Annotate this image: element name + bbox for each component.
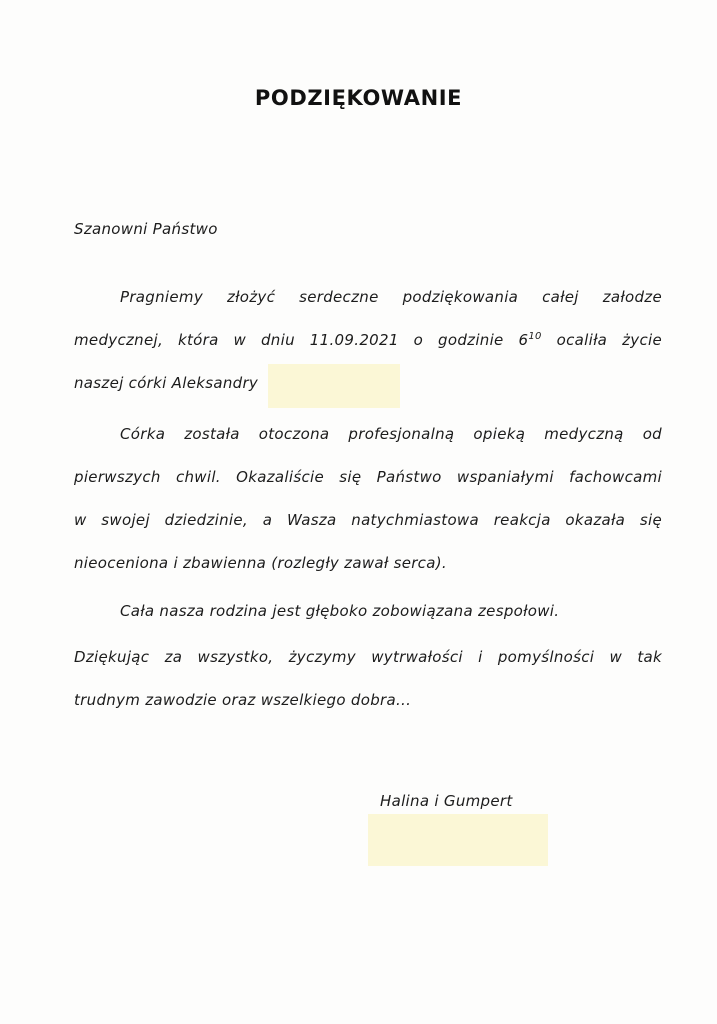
paragraph-wishes-line-2: trudnym zawodzie oraz wszelkiego dobra... (74, 691, 412, 709)
paragraph-thanks-line-3: naszej córki Aleksandry (74, 374, 259, 392)
greeting: Szanowni Państwo (74, 220, 218, 238)
paragraph-wishes (74, 636, 662, 722)
date-time-text: medycznej, która w dniu 11.09.2021 o godzinie 6 (74, 331, 529, 349)
paragraph-wishes-line-1: Dziękując za wszystko, życzymy wytrwałości i pomyślności w tak (74, 648, 662, 666)
time-minutes-superscript: 10 (528, 331, 542, 342)
paragraph-thanks-line-2 (74, 319, 662, 362)
paragraph-care (74, 413, 662, 585)
document-title: PODZIĘKOWANIE (254, 86, 463, 110)
paragraph-care-line-2: pierwszych chwil. Okazaliście się Państwo wspaniałymi fachowcami (74, 468, 662, 486)
redacted-surname (268, 364, 400, 408)
paragraph-thanks-line-1: Pragniemy złożyć serdeczne podziękowania całej załodze (120, 288, 662, 306)
paragraph-care-line-3: w swojej dziedzinie, a Wasza natychmiastowa reakcja okazała się (74, 511, 662, 529)
redacted-signature (368, 814, 548, 866)
paragraph-gratitude-line-1: Cała nasza rodzina jest głęboko zobowiązana zespołowi. (120, 602, 560, 620)
signature-names: Halina i Gumpert (380, 792, 513, 810)
paragraph-care-line-1: Córka została otoczona profesjonalną opieką medyczną od (120, 425, 662, 443)
date-time-text-tail: ocaliła życie (541, 331, 662, 349)
paragraph-gratitude (74, 590, 662, 633)
paragraph-care-line-4: nieoceniona i zbawienna (rozległy zawał serca). (74, 554, 447, 572)
